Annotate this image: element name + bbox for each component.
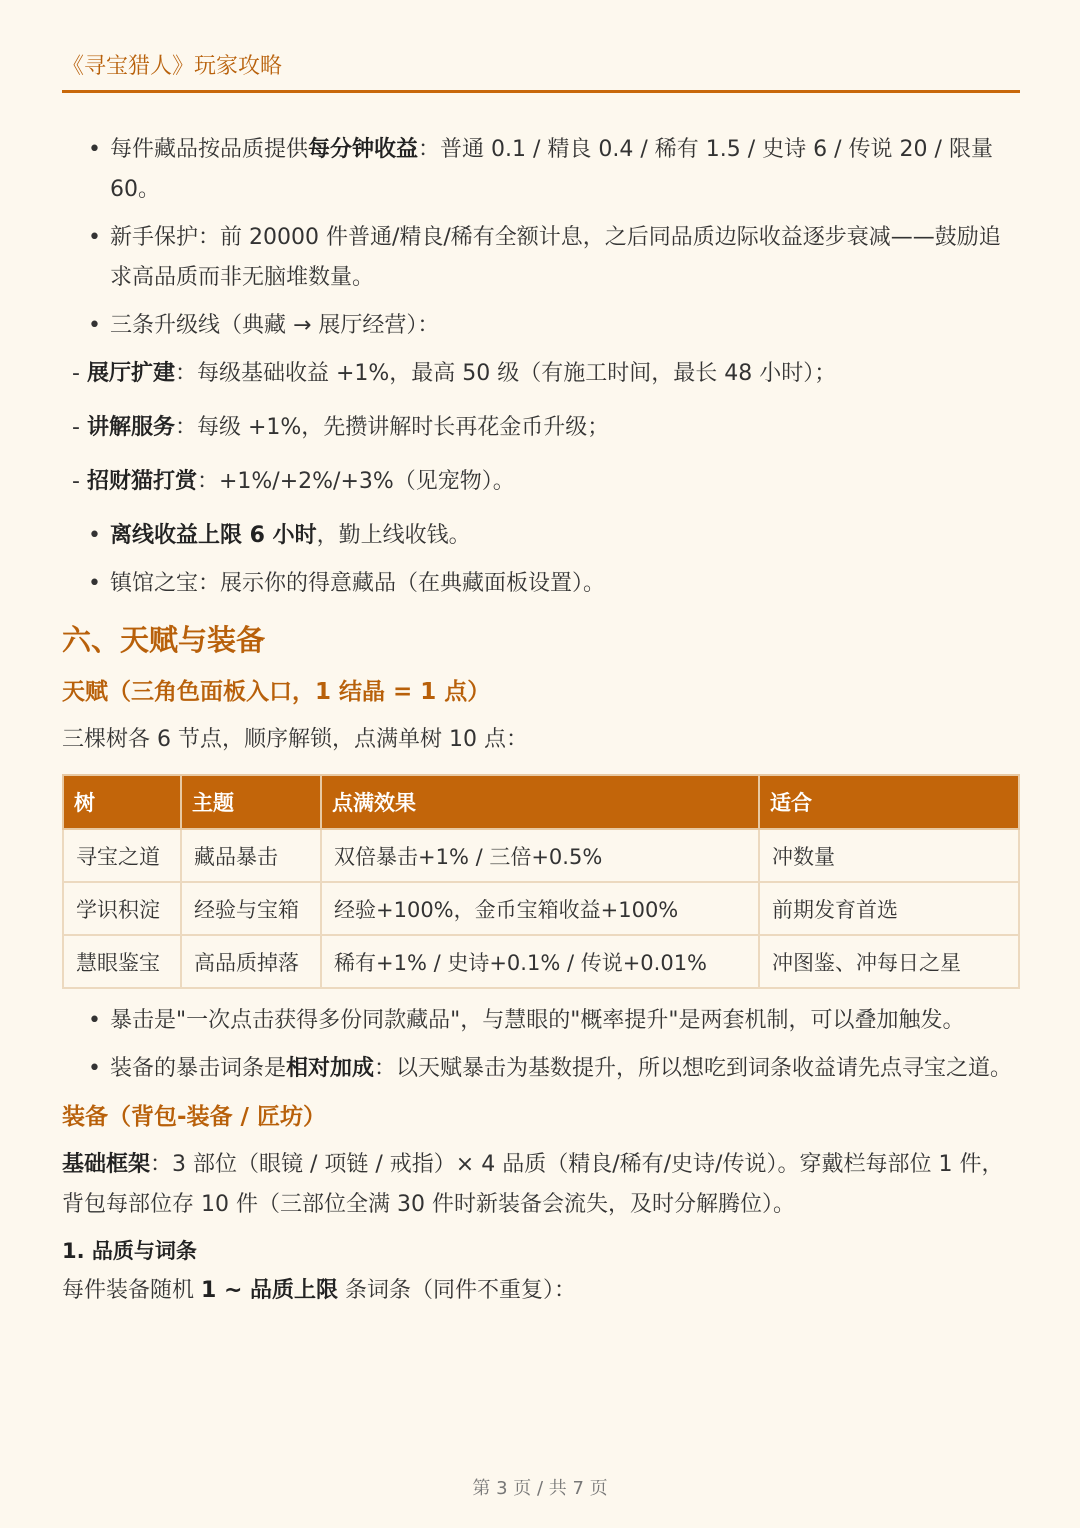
table-row (63, 882, 1019, 935)
list-item: • 镇馆之宝：展示你的得意藏品（在典藏面板设置）。 (62, 564, 1020, 604)
bullet-icon: • (88, 225, 101, 250)
table-cell: 冲图鉴、冲每日之星 (759, 935, 1019, 988)
column-header: 适合 (759, 775, 1019, 829)
affix-intro: 每件装备随机 1 ~ 品质上限 条词条（同件不重复）： (62, 1278, 577, 1303)
bullet-icon: • (88, 523, 101, 548)
table-cell: 经验+100%，金币宝箱收益+100% (321, 882, 759, 935)
list-item: • 三条升级线（典藏 → 展厅经营）： (62, 306, 1020, 346)
page-header (62, 50, 1020, 93)
table-cell: 经验与宝箱 (181, 882, 321, 935)
column-header: 树 (63, 775, 181, 829)
list-item: • 装备的暴击词条是相对加成：以天赋暴击为基数提升，所以想吃到词条收益请先点寻宝之道。 (62, 1049, 1020, 1089)
bullet-icon: • (88, 1056, 101, 1081)
talent-table (62, 774, 1020, 989)
list-item: • 新手保护：前 20000 件普通/精良/稀有全额计息，之后同品质边际收益逐步衰减——鼓励追求高品质而非无脑堆数量。 (62, 218, 1020, 298)
table-cell: 高品质掉落 (181, 935, 321, 988)
table-cell: 寻宝之道 (63, 829, 181, 882)
section-heading: 六、天赋与装备 (62, 623, 266, 657)
list-item: • 暴击是"一次点击获得多份同款藏品"，与慧眼的"概率提升"是两套机制，可以叠加触发。 (62, 1001, 1020, 1041)
talent-heading: 天赋（三角色面板入口，1 结晶 = 1 点） (62, 679, 491, 705)
page-number: 第 3 页 / 共 7 页 (472, 1478, 608, 1499)
bullet-icon: • (88, 137, 101, 162)
table-cell: 稀有+1% / 史诗+0.1% / 传说+0.01% (321, 935, 759, 988)
subsection-heading: 1. 品质与词条 (62, 1239, 197, 1263)
upgrade-line-item: - 招财猫打赏：+1%/+2%/+3%（见宠物）。 (72, 469, 515, 494)
table-cell: 冲数量 (759, 829, 1019, 882)
upgrade-line-item: - 展厅扩建：每级基础收益 +1%，最高 50 级（有施工时间，最长 48 小时）； (72, 361, 837, 386)
table-cell: 双倍暴击+1% / 三倍+0.5% (321, 829, 759, 882)
table-cell: 前期发育首选 (759, 882, 1019, 935)
bullet-icon: • (88, 571, 101, 596)
table-row (63, 935, 1019, 988)
talent-intro: 三棵树各 6 节点，顺序解锁，点满单树 10 点： (62, 727, 528, 752)
table-cell: 学识积淀 (63, 882, 181, 935)
column-header: 主题 (181, 775, 321, 829)
bullet-icon: • (88, 1008, 101, 1033)
table-header-row (63, 775, 1019, 829)
list-item: • 每件藏品按品质提供每分钟收益：普通 0.1 / 精良 0.4 / 稀有 1.5 / 史诗 6 / 传说 20 / 限量 60。 (62, 130, 1020, 210)
page-content (62, 130, 1020, 1319)
table-cell: 慧眼鉴宝 (63, 935, 181, 988)
table-cell: 藏品暴击 (181, 829, 321, 882)
bullet-icon: • (88, 313, 101, 338)
upgrade-line-item: - 讲解服务：每级 +1%，先攒讲解时长再花金币升级； (72, 415, 610, 440)
list-item: • 离线收益上限 6 小时，勤上线收钱。 (62, 516, 1020, 556)
equipment-heading: 装备（背包-装备 / 匠坊） (62, 1104, 326, 1130)
document-title: 《寻宝猎人》玩家攻略 (62, 54, 283, 79)
table-row (63, 829, 1019, 882)
equipment-framework: 基础框架：3 部位（眼镜 / 项链 / 戒指）× 4 品质（精良/稀有/史诗/传说）。穿戴栏每部位 1 件，背包每部位存 10 件（三部位全满 30 件时新装备会流失，及时分解腾位）。 (62, 1152, 1004, 1217)
column-header: 点满效果 (321, 775, 759, 829)
